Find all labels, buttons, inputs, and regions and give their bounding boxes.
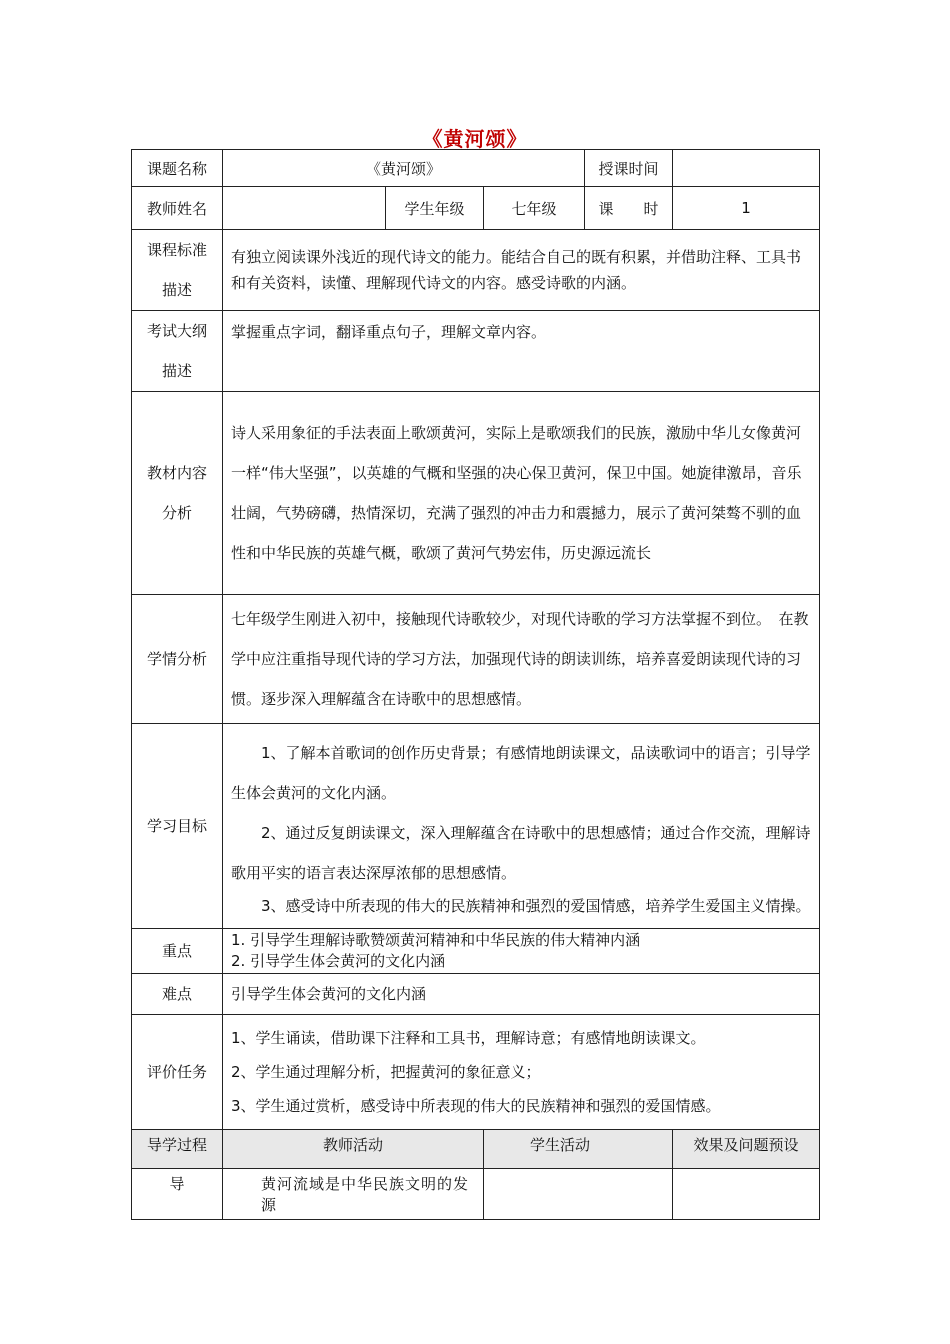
process-header-teacher: 教师活动 (223, 1130, 484, 1169)
evaluation-item: 3、学生通过赏析，感受诗中所表现的伟大的民族精神和强烈的爱国情感。 (231, 1097, 721, 1115)
row-standard (132, 230, 820, 311)
goal-item: 2、通过反复朗读课文，深入理解蕴含在诗歌中的思想感情；通过合作交流，理解诗歌用平实的语言表达深厚浓郁的思想感情。 (231, 824, 811, 882)
material-label (132, 392, 223, 595)
process-stage: 导 (132, 1169, 223, 1220)
row-teacher (132, 187, 820, 230)
document-title: 《黄河颂》 (422, 127, 528, 151)
exam-label (132, 311, 223, 392)
teacher-label: 教师姓名 (132, 187, 223, 230)
row-students (132, 595, 820, 724)
process-header-effect: 效果及问题预设 (673, 1130, 820, 1169)
evaluation-text (223, 1015, 820, 1130)
topic-label: 课题名称 (132, 150, 223, 187)
row-key-points (132, 929, 820, 974)
goal-item: 3、感受诗中所表现的伟大的民族精神和强烈的爱国情感，培养学生爱国主义情操。 (261, 897, 811, 915)
material-text: 诗人采用象征的手法表面上歌颂黄河，实际上是歌颂我们的民族，激励中华儿女像黄河一样“伟大坚强”，以英雄的气概和坚强的决心保卫黄河，保卫中国。她旋律激昂，音乐壮阔，气势磅礴，热情深切，充满了强烈的冲击力和震撼力，展示了黄河桀骜不驯的血性和中华民族的英雄气概，歌颂了黄河气势宏伟，历史源远流长 (223, 392, 820, 595)
key-points-label: 重点 (132, 929, 223, 974)
standard-text: 有独立阅读课外浅近的现代诗文的能力。能结合自己的既有积累，并借助注释、工具书和有关资料，读懂、理解现代诗文的内容。感受诗歌的内涵。 (223, 230, 820, 311)
lesson-plan-table (131, 149, 820, 1220)
exam-label-line-1: 考试大纲 (146, 322, 207, 340)
evaluation-item: 2、学生通过理解分析，把握黄河的象征意义； (231, 1063, 541, 1081)
grade-label: 学生年级 (386, 187, 484, 230)
row-exam (132, 311, 820, 392)
students-text: 七年级学生刚进入初中，接触现代诗歌较少，对现代诗歌的学习方法掌握不到位。 在教学中应注重指导现代诗的学习方法，加强现代诗的朗读训练，培养喜爱朗读现代诗的习惯。逐步深入理解蕴含在诗歌中的思想感情。 (223, 595, 820, 724)
grade-value: 七年级 (484, 187, 585, 230)
process-student-activity (484, 1169, 673, 1220)
row-material (132, 392, 820, 595)
exam-label-line-2: 描述 (161, 362, 192, 380)
goals-text (223, 724, 820, 929)
material-label-line-1: 教材内容 (146, 464, 207, 482)
process-header-row (132, 1130, 820, 1169)
process-effect (673, 1169, 820, 1220)
evaluation-item: 1、学生诵读，借助课下注释和工具书，理解诗意；有感情地朗读课文。 (231, 1029, 706, 1047)
key-point-item: 1. 引导学生理解诗歌赞颂黄河精神和中华民族的伟大精神内涵 (231, 931, 641, 949)
material-label-line-2: 分析 (161, 504, 192, 522)
standard-label-line-2: 描述 (161, 281, 192, 299)
hours-label: 课 时 (585, 187, 673, 230)
exam-text: 掌握重点字词，翻译重点句子，理解文章内容。 (223, 311, 820, 392)
process-header-stage: 导学过程 (132, 1130, 223, 1169)
goal-item: 1、了解本首歌词的创作历史背景；有感情地朗读课文，品读歌词中的语言；引导学生体会黄河的文化内涵。 (231, 744, 811, 802)
row-difficulty (132, 974, 820, 1015)
goals-label: 学习目标 (132, 724, 223, 929)
time-value (673, 150, 820, 187)
standard-label (132, 230, 223, 311)
hours-value: 1 (673, 187, 820, 230)
standard-label-line-1: 课程标准 (146, 241, 207, 259)
topic-value: 《黄河颂》 (223, 150, 585, 187)
teacher-value (223, 187, 386, 230)
row-evaluation (132, 1015, 820, 1130)
key-points-text (223, 929, 820, 974)
process-header-student: 学生活动 (484, 1130, 673, 1169)
time-label: 授课时间 (585, 150, 673, 187)
difficulty-text: 引导学生体会黄河的文化内涵 (223, 974, 820, 1015)
process-teacher-activity: 黄河流域是中华民族文明的发源 (223, 1169, 484, 1220)
row-goals (132, 724, 820, 929)
difficulty-label: 难点 (132, 974, 223, 1015)
students-label: 学情分析 (132, 595, 223, 724)
key-point-item: 2. 引导学生体会黄河的文化内涵 (231, 952, 446, 970)
evaluation-label: 评价任务 (132, 1015, 223, 1130)
process-row (132, 1169, 820, 1220)
row-topic (132, 150, 820, 187)
